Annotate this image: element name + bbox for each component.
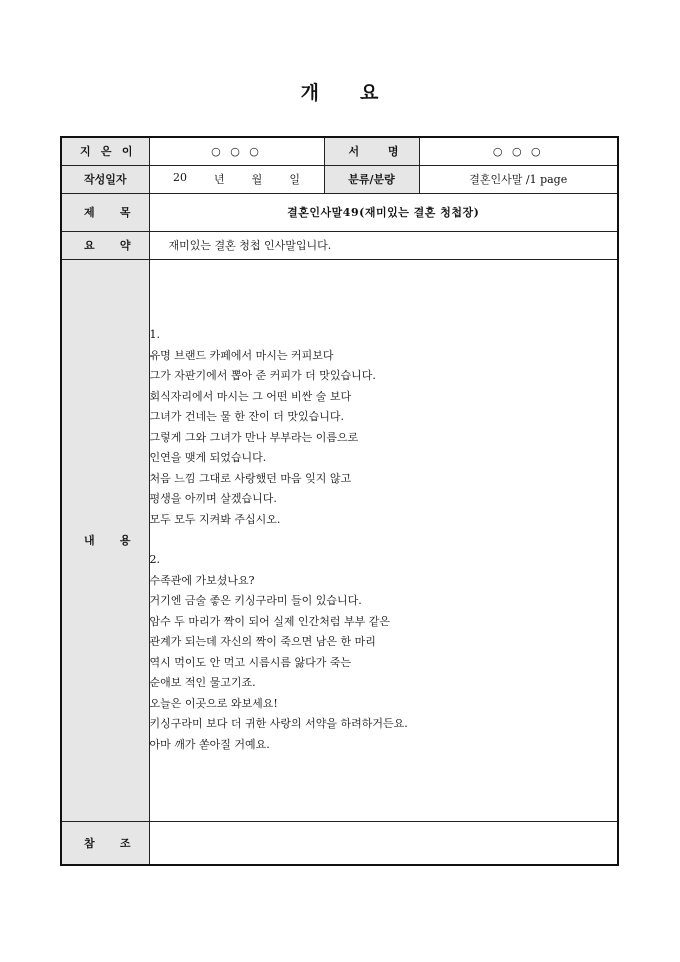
content-line: 모두 모두 지켜봐 주십시오. [149,512,281,526]
content-body [149,259,618,821]
date-value: 20 년 월 일 [149,165,324,193]
content-line: 역시 먹이도 안 먹고 시름시름 앓다가 죽는 [149,655,352,669]
content-line: 그가 자판기에서 뽑아 준 커피가 더 맛있습니다. [149,369,376,382]
category-value: 결혼인사말 /1 page [419,165,618,193]
content-line: 암수 두 마리가 짝이 되어 실제 인간처럼 부부 같은 [149,614,390,628]
summary-row [61,231,618,259]
content-line: 회식자리에서 마시는 그 어떤 비싼 술 보다 [149,389,352,403]
content-part-2 [150,550,618,755]
title-label: 제 목 [61,193,149,231]
content-line: 1. [149,328,160,341]
summary-value: 재미있는 결혼 청첩 인사말입니다. [149,231,618,259]
category-label: 분류/분량 [324,165,419,193]
summary-label: 요 약 [61,231,149,259]
date-label: 작성일자 [61,165,149,193]
content-line: 그렇게 그와 그녀가 만나 부부라는 이름으로 [149,430,359,444]
content-line: 순애보 적인 물고기죠. [149,676,256,689]
author-value: ○ ○ ○ [149,137,324,165]
title-row [61,193,618,231]
title-value: 결혼인사말49(재미있는 결혼 청첩장) [149,193,618,231]
content-line: 그녀가 건네는 물 한 잔이 더 맛있습니다. [149,410,344,423]
page-title [0,78,680,105]
date-row [61,165,618,193]
page-title-left: 개 [300,82,320,104]
signature-label: 서 명 [324,137,419,165]
content-line: 평생을 아끼며 살겠습니다. [149,492,277,505]
content-line: 인연을 맺게 되었습니다. [149,451,267,464]
content-line: 거기엔 금술 좋은 키싱구라미 들이 있습니다. [149,594,362,607]
content-line: 오늘은 이곳으로 와보세요! [149,696,278,710]
author-label: 지 은 이 [61,137,149,165]
content-line: 유명 브랜드 카페에서 마시는 커피보다 [149,348,334,362]
content-line: 2. [149,553,160,566]
content-line: 수족관에 가보셨나요? [149,573,255,587]
page-title-right: 요 [360,82,380,104]
content-row [61,259,618,821]
content-part-1 [150,325,618,530]
content-line: 처음 느낌 그대로 사랑했던 마음 잊지 않고 [149,471,352,485]
overview-form-table [60,136,619,866]
signature-value: ○ ○ ○ [419,137,618,165]
content-line: 관계가 되는데 자신의 짝이 죽으면 남은 한 마리 [149,635,376,648]
content-label: 내 용 [61,259,149,821]
author-row [61,137,618,165]
content-line: 아마 깨가 쏟아질 거예요. [149,737,270,751]
reference-row [61,821,618,865]
reference-label: 참 조 [61,821,149,865]
reference-value [149,821,618,865]
content-line: 키싱구라미 보다 더 귀한 사랑의 서약을 하려하거든요. [149,717,408,730]
